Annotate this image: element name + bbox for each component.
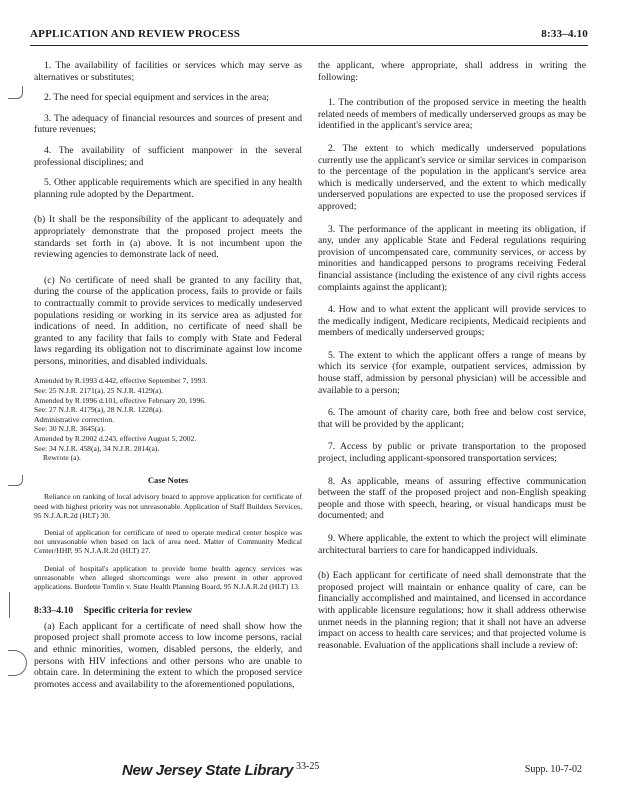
list-item: 8. As applicable, means of assuring effective communication between the staff of the proposed project and non-English speaking people and those with speech, hearing, or visual handicaps must be documented; and — [318, 475, 586, 522]
history-line: See: 25 N.J.R. 2171(a), 25 N.J.R. 4129(a). — [34, 386, 164, 396]
history-line: Amended by R.1996 d.101, effective February 20, 1996. — [34, 395, 206, 405]
case-note: Denial of hospital's application to provide home health agency services was unreasonable when alleged shortcomings were also present in other approved applications. Burdette Tomlin v. State Health Planning Board, 95 N.J.A.R.2d (HLT) 13. — [34, 563, 302, 592]
list-item: 5. Other applicable requirements which are specified in any health planning rule adopted by the Department. — [34, 177, 302, 200]
list-item: 7. Access by public or private transportation to the proposed project, including applicant-sponsored transportation services; — [318, 441, 586, 465]
list-item: 1. The availability of facilities or services which may serve as alternatives or substitutes; — [34, 60, 302, 83]
history-line: Amended by R.2002 d.243, effective August 5, 2002. — [34, 434, 197, 444]
header-chapter-title: APPLICATION AND REVIEW PROCESS — [30, 28, 241, 40]
history-line: Amended by R.1993 d.442, effective September 7, 1993. — [34, 376, 208, 386]
margin-mark-bracket — [8, 650, 27, 676]
list-item: 2. The need for special equipment and services in the area; — [44, 92, 269, 104]
history-line: Administrative correction. — [34, 414, 115, 424]
running-header — [30, 28, 588, 46]
case-note: Denial of application for certificate of need to operate medical center hospice was not unreasonable when based on lack of area need. Matter of Community Medical Center/HHP, 95 N.J.A.R.2d (HLT) 27. — [34, 528, 302, 556]
list-item: 4. The availability of sufficient manpower in the several professional disciplines; and — [34, 144, 302, 168]
supplement-date: Supp. 10-7-02 — [524, 764, 582, 775]
list-item: 1. The contribution of the proposed service in meeting the health related needs of members of medically underserved groups as may be identified in the applicant's service area; — [318, 97, 586, 132]
margin-mark-bracket — [8, 86, 23, 99]
list-item: 4. How and to what extent the applicant will provide services to the medically indigent, Medicare recipients, Medicaid recipients and members of medically underserved groups; — [318, 304, 586, 339]
history-line: See: 34 N.J.R. 458(a), 34 N.J.R. 2814(a). — [34, 443, 160, 453]
history-line: See: 27 N.J.R. 4179(a), 28 N.J.R. 1228(a). — [34, 405, 164, 415]
header-section-number: 8:33–4.10 — [541, 28, 588, 40]
paragraph-c: (c) No certificate of need shall be granted to any facility that, during the course of the application process, fails to provide or fails to contractually commit to provide services to medically undeserved populations residing or working in its service area as adjusted for indications of need. In addition, no certificate of need shall be granted to any facility that fails to comply with State and Federal laws regarding its obligation not to discriminate against low income persons, minorities, and disabled individuals. — [34, 274, 302, 367]
list-item: 6. The amount of charity care, both free and below cost service, that will be provided by the applicant; — [318, 407, 586, 430]
list-item: 3. The performance of the applicant in meeting its obligation, if any, under any applicable State and Federal regulations requiring provision of uncompensated care, community services, or access by minorities and handicapped persons to programs receiving Federal financial assistance (including the existence of any civil rights access complaints against the applicant); — [318, 223, 586, 293]
case-notes-heading: Case Notes — [147, 474, 189, 485]
margin-mark-line — [9, 592, 10, 618]
paragraph-b: (b) Each applicant for certificate of need shall demonstrate that the proposed project will maintain or enhance quality of care, can be financially accomplished and maintained, and licensed in accordance with applicable licensure regulations; how it shall address otherwise unmet needs in the planning region; that it shall not have an adverse impact on access to health care services; and that projected volume is reasonable. Evaluation of the applications shall include a review of: — [318, 570, 586, 651]
section-number: 8:33–4.10 — [34, 605, 74, 617]
left-column — [34, 60, 302, 699]
amendment-history — [34, 376, 302, 462]
section-title: Specific criteria for review — [83, 605, 193, 617]
continuation-text: the applicant, where appropriate, shall address in writing the following: — [318, 60, 586, 83]
margin-mark-bracket — [8, 475, 23, 486]
history-line: See: 30 N.J.R. 3645(a). — [34, 424, 106, 434]
list-item: 5. The extent to which the applicant offers a range of means by which its service (for example, outpatient services, admission by house staff, admission by personal physician) will be accessible and available to a person; — [318, 349, 586, 396]
library-stamp: New Jersey State Library — [122, 762, 294, 779]
history-line: Rewrote (a). — [43, 453, 81, 463]
page-footer — [0, 752, 618, 782]
list-item: 9. Where applicable, the extent to which the project will eliminate architectural barriers to care for handicapped individuals. — [318, 533, 586, 556]
paragraph-b: (b) It shall be the responsibility of the applicant to adequately and appropriately demonstrate that the proposed project meets the standards set forth in (a) above. It is not incumbent upon the reviewing agencies to demonstrate lack of need. — [34, 214, 302, 261]
section-heading — [34, 605, 302, 617]
case-note: Reliance on ranking of local advisory board to approve application for certificate of need with highest priority was not unreasonable. Application of Staff Builders Services, 95 N.J.A.R.2d (HLT) 30. — [34, 492, 302, 520]
header-rule — [30, 45, 588, 46]
list-item: 2. The extent to which medically underserved populations currently use the applicant's service or similar services in comparison to the percentage of the population in the applicant's service area which is medically underserved, and the extent to which medically underserved populations are expected to use the proposed services if approved; — [318, 142, 586, 212]
list-item: 3. The adequacy of financial resources and sources of present and future revenues; — [34, 112, 302, 136]
section-paragraph-a: (a) Each applicant for a certificate of need shall show how the proposed project shall promote access to low income persons, racial and ethnic minorities, women, disabled persons, the elderly, and persons with HIV infections and other persons who are unable to obtain care. In determining the extent to which the proposed service promotes access and availability to the aforementioned populations, — [34, 620, 302, 690]
page-number: 33-25 — [296, 761, 320, 772]
right-column — [318, 60, 586, 660]
